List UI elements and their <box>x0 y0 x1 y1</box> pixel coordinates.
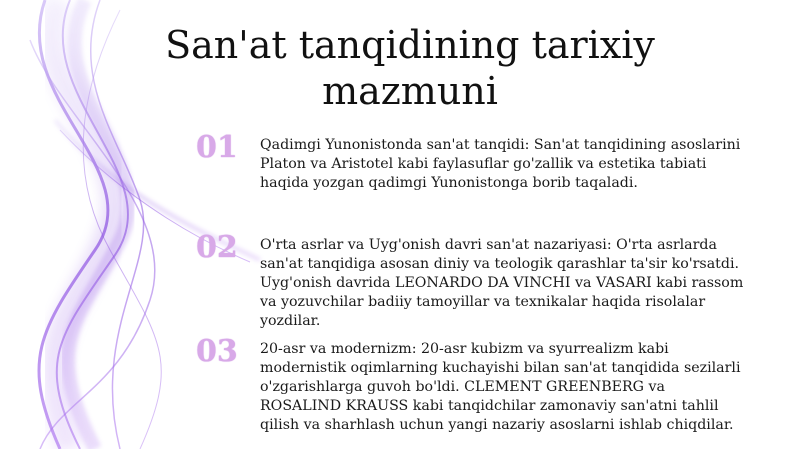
item-text: Qadimgi Yunonistonda san'at tanqidi: San'at tanqidining asoslarini Platon va Aristotel kabi faylasuflar go'zallik va estetika tabiati haqida yozgan qadimgi Yunonistonga borib taqaladi. <box>260 137 741 191</box>
item-number: 01 <box>196 130 238 165</box>
item-number: 03 <box>196 334 238 369</box>
item-text: 20-asr va modernizm: 20-asr kubizm va syurrealizm kabi modernistik oqimlarning kuchayishi bilan san'at tanqidida sezilarli o'zgarishlarga guvoh bo'ldi. CLEMENT GREENBERG va ROSALIND KRAUSS kabi tanqidchilar zamonaviy san'atni tahlil qilish va sharhlash uchun yangi nazariy asoslarni ishlab chiqdilar. <box>260 341 741 433</box>
slide-title: San'at tanqidining tarixiy mazmuni <box>165 23 655 113</box>
item-text: O'rta asrlar va Uyg'onish davri san'at nazariyasi: O'rta asrlarda san'at tanqidiga asosan diniy va teologik qarashlar ta'sir ko'rsatdi. Uyg'onish davrida LEONARDO DA VINCHI va VASARI kabi rassom va yozuvchilar badiiy tamoyillar va texnikalar haqida risolalar yozdilar. <box>260 237 744 329</box>
item-number: 02 <box>196 230 238 265</box>
